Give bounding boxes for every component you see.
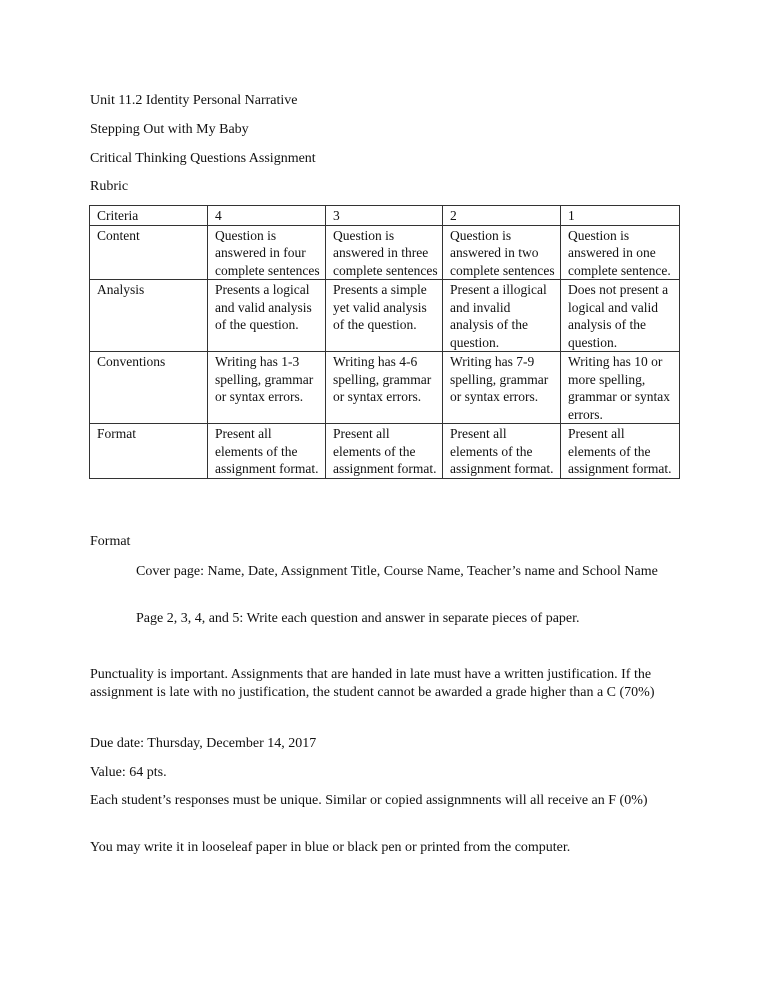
assignment-value: Value: 64 pts.	[90, 765, 167, 780]
rubric-criteria-cell: Conventions	[90, 352, 208, 424]
rubric-row-format	[90, 424, 680, 479]
paper-instructions: You may write it in looseleaf paper in blue or black pen or printed from the computer.	[90, 840, 571, 855]
rubric-cell: Present a illogical and invalid analysis of the question.	[443, 280, 561, 352]
rubric-cell: Question is answered in four complete sentences	[208, 225, 326, 280]
rubric-cell: Does not present a logical and valid analysis of the question.	[561, 280, 680, 352]
rubric-header-row	[90, 206, 680, 226]
rubric-criteria-cell: Content	[90, 225, 208, 280]
rubric-table	[89, 205, 680, 479]
due-date: Due date: Thursday, December 14, 2017	[90, 736, 317, 751]
rubric-cell: Present all elements of the assignment format.	[443, 424, 561, 479]
rubric-header-cell: 3	[326, 206, 443, 226]
rubric-cell: Writing has 7-9 spelling, grammar or syntax errors.	[443, 352, 561, 424]
story-title: Stepping Out with My Baby	[90, 122, 249, 137]
rubric-cell: Question is answered in two complete sentences	[443, 225, 561, 280]
unit-line: Unit 11.2 Identity Personal Narrative	[90, 93, 298, 108]
rubric-cell: Writing has 1-3 spelling, grammar or syntax errors.	[208, 352, 326, 424]
rubric-label: Rubric	[90, 179, 129, 194]
rubric-cell: Presents a logical and valid analysis of the question.	[208, 280, 326, 352]
rubric-cell: Present all elements of the assignment format.	[208, 424, 326, 479]
rubric-cell: Question is answered in three complete sentences	[326, 225, 443, 280]
rubric-header-cell: 4	[208, 206, 326, 226]
rubric-row-conventions	[90, 352, 680, 424]
rubric-cell: Writing has 4-6 spelling, grammar or syntax errors.	[326, 352, 443, 424]
rubric-cell: Present all elements of the assignment format.	[326, 424, 443, 479]
rubric-cell: Presents a simple yet valid analysis of the question.	[326, 280, 443, 352]
rubric-criteria-cell: Format	[90, 424, 208, 479]
cover-page-instructions: Cover page: Name, Date, Assignment Title, Course Name, Teacher’s name and School Name	[136, 564, 658, 579]
pages-instructions: Page 2, 3, 4, and 5: Write each question and answer in separate pieces of paper.	[136, 611, 580, 626]
rubric-header-cell: 1	[561, 206, 680, 226]
rubric-row-analysis	[90, 280, 680, 352]
uniqueness-policy: Each student’s responses must be unique. Similar or copied assignmnents will all receive an F (0%)	[90, 793, 648, 808]
rubric-row-content	[90, 225, 680, 280]
rubric-header-cell: 2	[443, 206, 561, 226]
punctuality-policy: Punctuality is important. Assignments that are handed in late must have a written justification. If the assignment is late with no justification, the student cannot be awarded a grade higher than a C (70%)	[90, 667, 655, 700]
rubric-criteria-cell: Analysis	[90, 280, 208, 352]
rubric-cell: Present all elements of the assignment format.	[561, 424, 680, 479]
rubric-cell: Writing has 10 or more spelling, grammar or syntax errors.	[561, 352, 680, 424]
rubric-header-cell: Criteria	[90, 206, 208, 226]
assignment-title: Critical Thinking Questions Assignment	[90, 151, 316, 166]
rubric-cell: Question is answered in one complete sentence.	[561, 225, 680, 280]
format-heading: Format	[90, 534, 131, 549]
